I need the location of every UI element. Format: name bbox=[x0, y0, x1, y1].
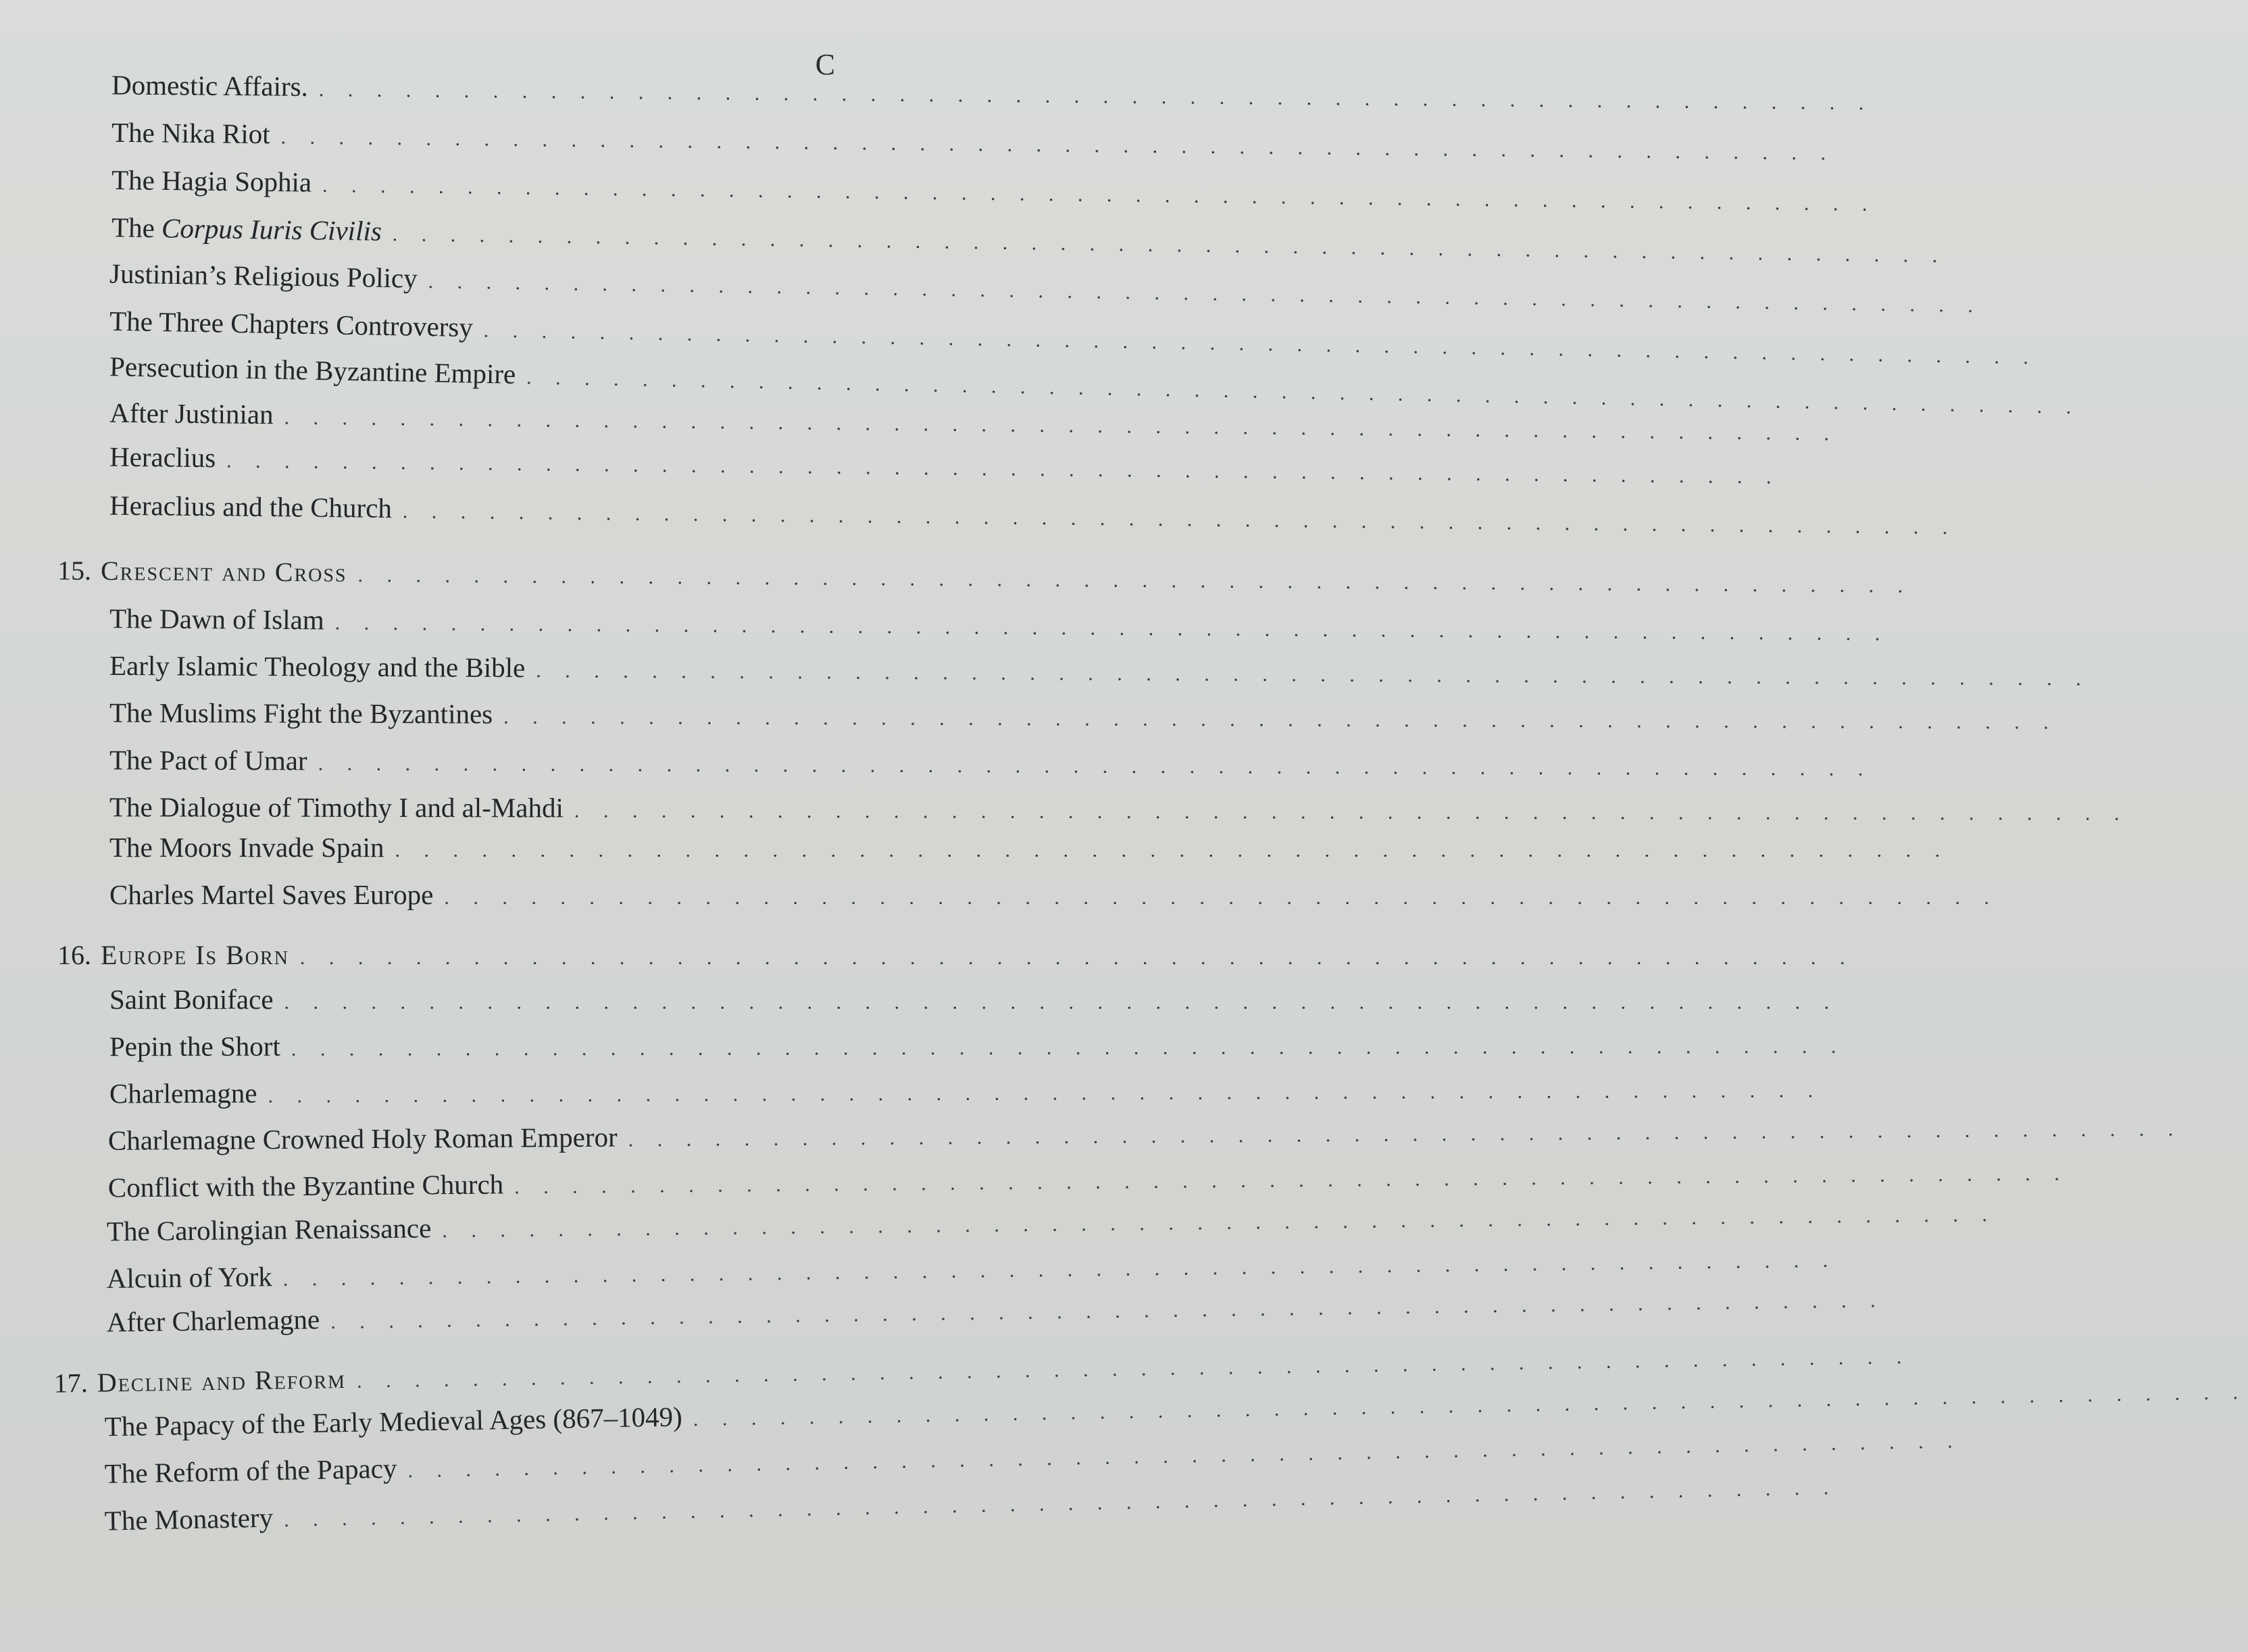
toc-section-entry bbox=[0, 831, 1949, 878]
section-title: The Reform of the Papacy bbox=[104, 1452, 397, 1490]
chapter-title: Crescent and Cross bbox=[100, 555, 347, 588]
section-title: Charlemagne Crowned Holy Roman Emperor bbox=[107, 1121, 618, 1156]
section-title: The Carolingian Renaissance bbox=[106, 1212, 432, 1247]
dot-leader: . . . . . . . . . . . . . . . . . . . . . . . . . . . . . . . . . . . . . . . . . . . . . . . . . . . . . . bbox=[284, 991, 1839, 1013]
section-title: After Justinian bbox=[109, 397, 274, 430]
toc-section-entry bbox=[0, 68, 1874, 122]
section-title: Pepin the Short bbox=[109, 1030, 280, 1062]
dot-leader: . . . . . . . . . . . . . . . . . . . . . . . . . . . . . . . . . . . . . . . . . . . . . . . . . . . . . . bbox=[536, 659, 2091, 691]
dot-leader: . . . . . . . . . . . . . . . . . . . . . . . . . . . . . . . . . . . . . . . . . . . . . . . . . . . . . . bbox=[483, 319, 2039, 369]
dot-leader: . . . . . . . . . . . . . . . . . . . . . . . . . . . . . . . . . . . . . . . . . . . . . . . . . . . . . . bbox=[284, 406, 1839, 445]
dot-leader: . . . . . . . . . . . . . . . . . . . . . . . . . . . . . . . . . . . . . . . . . . . . . . . . . . . . . . bbox=[428, 270, 1983, 318]
section-title: Charlemagne bbox=[109, 1077, 257, 1109]
dot-leader: . . . . . . . . . . . . . . . . . . . . . . . . . . . . . . . . . . . . . . . . . . . . . . . . . . . . . . bbox=[392, 223, 1947, 268]
section-title: Domestic Affairs. bbox=[111, 69, 309, 102]
section-title: The Monastery bbox=[104, 1501, 274, 1536]
chapter-number: 17. bbox=[53, 1367, 89, 1399]
section-title-italic: Corpus Iuris Civilis bbox=[161, 212, 382, 247]
section-title: Alcuin of York bbox=[106, 1261, 273, 1295]
dot-leader: . . . . . . . . . . . . . . . . . . . . . . . . . . . . . . . . . . . . . . . . . . . . . . . . . . . . . . bbox=[330, 1289, 1885, 1334]
section-title: Early Islamic Theology and the Bible bbox=[109, 649, 526, 684]
toc-section-entry bbox=[0, 439, 1781, 495]
dot-leader: . . . . . . . . . . . . . . . . . . . . . . . . . . . . . . . . . . . . . . . . . . . . . . . . . . . . . . bbox=[334, 611, 1890, 645]
toc-section-entry bbox=[0, 1118, 2183, 1172]
section-title: The Three Chapters Controversy bbox=[109, 305, 474, 343]
dot-leader: . . . . . . . . . . . . . . . . . . . . . . . . . . . . . . . . . . . . . . . . . . . . . . . . . . . . . . bbox=[574, 799, 2129, 825]
dot-leader: . . . . . . . . . . . . . . . . . . . . . . . . . . . . . . . . . . . . . . . . . . . . . . . . . . . . . . bbox=[357, 564, 1913, 597]
section-title: The Hagia Sophia bbox=[111, 164, 312, 198]
section-title: The Pact of Umar bbox=[109, 744, 307, 776]
dot-leader: . . . . . . . . . . . . . . . . . . . . . . . . . . . . . . . . . . . . . . . . . . . . . . . . . . . . . . bbox=[407, 1430, 1962, 1482]
dot-leader: . . . . . . . . . . . . . . . . . . . . . . . . . . . . . . . . . . . . . . . . . . . . . . . . . . . . . . bbox=[503, 705, 2058, 734]
dot-leader: . . . . . . . . . . . . . . . . . . . . . . . . . . . . . . . . . . . . . . . . . . . . . . . . . . . . . . bbox=[282, 1249, 1838, 1291]
dot-leader: . . . . . . . . . . . . . . . . . . . . . . . . . . . . . . . . . . . . . . . . . . . . . . . . . . . . . . bbox=[280, 126, 1836, 165]
chapter-number: 15. bbox=[57, 555, 92, 586]
toc-section-entry bbox=[0, 1075, 1823, 1125]
chapter-title: Europe Is Born bbox=[101, 940, 289, 970]
section-title: The Nika Riot bbox=[111, 116, 270, 150]
section-title: The Muslims Fight the Byzantines bbox=[109, 697, 493, 730]
dot-leader: . . . . . . . . . . . . . . . . . . . . . . . . . . . . . . . . . . . . . . . . . . . . . . . . . . . . . . bbox=[514, 1162, 2069, 1199]
chapter-number: 16. bbox=[57, 940, 91, 970]
toc-section-entry bbox=[0, 649, 2091, 700]
dot-leader: . . . . . . . . . . . . . . . . . . . . . . . . . . . . . . . . . . . . . . . . . . . . . . . . . . . . . . bbox=[356, 1345, 1912, 1393]
dot-leader: . . . . . . . . . . . . . . . . . . . . . . . . . . . . . . . . . . . . . . . . . . . . . . . . . . . . . . bbox=[318, 752, 1873, 780]
toc-section-entry bbox=[0, 696, 2058, 746]
dot-leader: . . . . . . . . . . . . . . . . . . . . . . . . . . . . . . . . . . . . . . . . . . . . . . . . . . . . . . bbox=[226, 449, 1781, 489]
dot-leader: . . . . . . . . . . . . . . . . . . . . . . . . . . . . . . . . . . . . . . . . . . . . . . . . . . . . . . bbox=[299, 947, 1855, 969]
toc-chapter-entry bbox=[0, 939, 1855, 986]
section-title: Conflict with the Byzantine Church bbox=[107, 1168, 504, 1203]
dot-leader: . . . . . . . . . . . . . . . . . . . . . . . . . . . . . . . . . . . . . . . . . . . . . . . . . . . . . . bbox=[526, 366, 2081, 419]
toc-section-entry bbox=[0, 115, 1836, 171]
dot-leader: . . . . . . . . . . . . . . . . . . . . . . . . . . . . . . . . . . . . . . . . . . . . . . . . . . . . . . bbox=[628, 1118, 2183, 1151]
dot-leader: . . . . . . . . . . . . . . . . . . . . . . . . . . . . . . . . . . . . . . . . . . . . . . . . . . . . . . bbox=[693, 1380, 2248, 1431]
dot-leader: . . . . . . . . . . . . . . . . . . . . . . . . . . . . . . . . . . . . . . . . . . . . . . . . . . . . . . bbox=[268, 1079, 1823, 1107]
dot-leader: . . . . . . . . . . . . . . . . . . . . . . . . . . . . . . . . . . . . . . . . . . . . . . . . . . . . . . bbox=[283, 1476, 1839, 1532]
dot-leader: . . . . . . . . . . . . . . . . . . . . . . . . . . . . . . . . . . . . . . . . . . . . . . . . . . . . . . bbox=[318, 78, 1874, 115]
toc-section-entry bbox=[0, 1029, 1846, 1078]
dot-leader: . . . . . . . . . . . . . . . . . . . . . . . . . . . . . . . . . . . . . . . . . . . . . . . . . . . . . . bbox=[444, 886, 1999, 909]
dot-leader: . . . . . . . . . . . . . . . . . . . . . . . . . . . . . . . . . . . . . . . . . . . . . . . . . . . . . . bbox=[442, 1203, 1997, 1243]
toc-section-entry bbox=[0, 743, 1873, 793]
chapter-title: Decline and Reform bbox=[97, 1363, 347, 1398]
section-title: After Charlemagne bbox=[106, 1303, 320, 1338]
toc-chapter-entry bbox=[0, 554, 1913, 607]
page-edge-fragment: C bbox=[815, 48, 835, 81]
section-title: The Moors Invade Spain bbox=[109, 832, 384, 863]
dot-leader: . . . . . . . . . . . . . . . . . . . . . . . . . . . . . . . . . . . . . . . . . . . . . . . . . . . . . . bbox=[402, 500, 1957, 539]
toc-section-entry bbox=[0, 878, 1999, 926]
section-title: The Papacy of the Early Medieval Ages (867–1049) bbox=[104, 1401, 683, 1443]
toc-section-entry bbox=[0, 983, 1839, 1030]
section-title: Justinian’s Religious Policy bbox=[109, 257, 418, 294]
section-title: The Dawn of Islam bbox=[109, 603, 324, 636]
dot-leader: . . . . . . . . . . . . . . . . . . . . . . . . . . . . . . . . . . . . . . . . . . . . . . . . . . . . . . bbox=[322, 174, 1877, 216]
dot-leader: . . . . . . . . . . . . . . . . . . . . . . . . . . . . . . . . . . . . . . . . . . . . . . . . . . . . . . bbox=[395, 839, 1949, 861]
toc-section-entry bbox=[0, 488, 1957, 544]
section-title: Heraclius bbox=[109, 441, 216, 474]
toc-section-entry bbox=[0, 601, 1890, 655]
section-title: Persecution in the Byzantine Empire bbox=[109, 351, 516, 390]
section-title: The bbox=[111, 211, 162, 244]
section-title: The Dialogue of Timothy I and al-Mahdi bbox=[109, 791, 564, 824]
section-title: Charles Martel Saves Europe bbox=[109, 879, 434, 910]
dot-leader: . . . . . . . . . . . . . . . . . . . . . . . . . . . . . . . . . . . . . . . . . . . . . . . . . . . . . . bbox=[291, 1035, 1846, 1061]
section-title: Heraclius and the Church bbox=[109, 489, 393, 524]
section-title: Saint Boniface bbox=[109, 984, 274, 1015]
